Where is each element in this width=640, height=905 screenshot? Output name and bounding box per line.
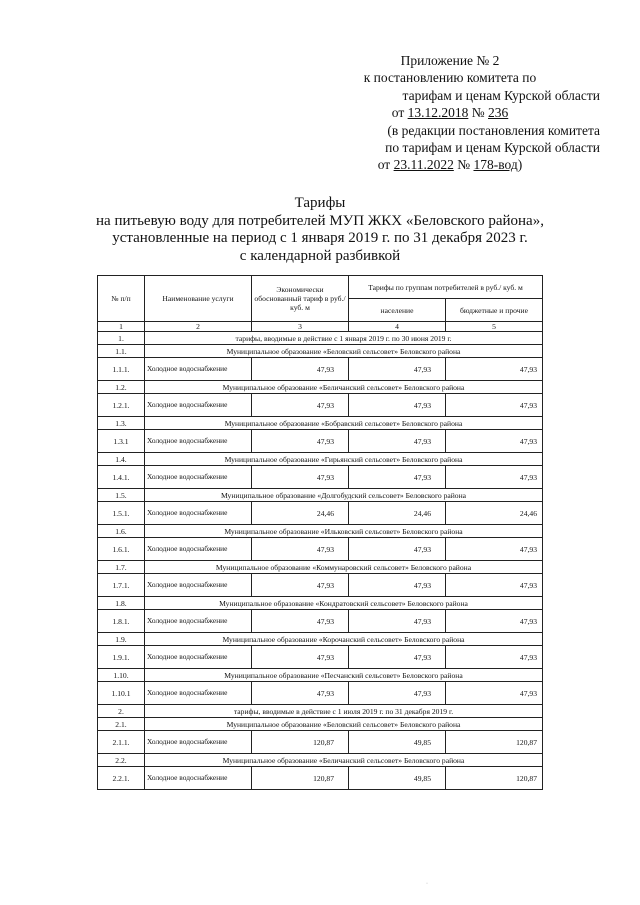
service-name: Холодное водоснабжение: [145, 394, 252, 417]
scan-speck: ·: [426, 881, 428, 887]
municipality-label: Муниципальное образование «Бобравский сельсовет» Беловского района: [145, 417, 543, 430]
tariff-table: [97, 275, 543, 790]
service-name: Холодное водоснабжение: [145, 538, 252, 561]
row-number: 1.6.: [98, 525, 145, 538]
appendix-date-line: от 13.12.2018 № 236: [391, 105, 509, 121]
column-number: 4: [349, 322, 446, 332]
budget-value: 24,46: [446, 502, 543, 525]
budget-value: 47,93: [446, 466, 543, 489]
tariff-value: 47,93: [252, 538, 349, 561]
header-groups: Тарифы по группам потребителей в руб./ куб. м: [349, 276, 543, 299]
table-row: [98, 430, 543, 453]
budget-value: 47,93: [446, 610, 543, 633]
row-number: 1.5.: [98, 489, 145, 502]
municipality-row: [98, 718, 543, 731]
table-row: [98, 767, 543, 790]
municipality-row: [98, 381, 543, 394]
row-number: 1.9.: [98, 633, 145, 646]
appendix-number: 236: [488, 105, 509, 121]
title-line: Тарифы: [294, 195, 346, 211]
tariff-value: 120,87: [252, 767, 349, 790]
row-number: 1.9.1.: [98, 646, 145, 669]
table-row: [98, 610, 543, 633]
municipality-row: [98, 597, 543, 610]
row-number: 2.1.: [98, 718, 145, 731]
population-value: 47,93: [349, 430, 446, 453]
tariff-value: 47,93: [252, 574, 349, 597]
column-number-row: [98, 322, 543, 332]
tariff-value: 47,93: [252, 466, 349, 489]
population-value: 47,93: [349, 394, 446, 417]
municipality-label: Муниципальное образование «Беличанский сельсовет» Беловского района: [145, 381, 543, 394]
budget-value: 120,87: [446, 731, 543, 754]
population-value: 47,93: [349, 610, 446, 633]
table-row: [98, 358, 543, 381]
tariff-value: 47,93: [252, 430, 349, 453]
population-value: 49,85: [349, 767, 446, 790]
appendix-amend-date: 23.11.2022: [393, 157, 454, 173]
budget-value: 47,93: [446, 646, 543, 669]
period-label: тарифы, вводимые в действие с 1 января 2019 г. по 30 июня 2019 г.: [145, 332, 543, 345]
population-value: 47,93: [349, 358, 446, 381]
budget-value: 47,93: [446, 430, 543, 453]
table-row: [98, 682, 543, 705]
title-line: установленные на период с 1 января 2019 г. по 31 декабря 2023 г.: [112, 230, 528, 246]
row-number: 1.5.1.: [98, 502, 145, 525]
row-number: 1.7.: [98, 561, 145, 574]
row-number: 1.4.: [98, 453, 145, 466]
row-number: 2.: [98, 705, 145, 718]
table-row: [98, 646, 543, 669]
service-name: Холодное водоснабжение: [145, 358, 252, 381]
appendix-title: Приложение № 2: [400, 53, 500, 68]
municipality-row: [98, 489, 543, 502]
column-number: 1: [98, 322, 145, 332]
municipality-label: Муниципальное образование «Коммунаровский сельсовет» Беловского района: [145, 561, 543, 574]
row-number: 2.1.1.: [98, 731, 145, 754]
municipality-label: Муниципальное образование «Долгобудский сельсовет» Беловского района: [145, 489, 543, 502]
period-label: тарифы, вводимые в действие с 1 июля 2019 г. по 31 декабря 2019 г.: [145, 705, 543, 718]
population-value: 47,93: [349, 574, 446, 597]
appendix-date: 13.12.2018: [407, 105, 469, 121]
municipality-row: [98, 633, 543, 646]
table-row: [98, 502, 543, 525]
service-name: Холодное водоснабжение: [145, 574, 252, 597]
header-tariff: Экономически обоснованный тариф в руб./ куб. м: [252, 276, 349, 322]
municipality-row: [98, 453, 543, 466]
population-value: 47,93: [349, 466, 446, 489]
municipality-label: Муниципальное образование «Ильковский сельсовет» Беловского района: [145, 525, 543, 538]
municipality-label: Муниципальное образование «Гирьянский сельсовет» Беловского района: [145, 453, 543, 466]
tariff-value: 47,93: [252, 358, 349, 381]
header-num: № п/п: [98, 276, 145, 322]
row-number: 1.8.1.: [98, 610, 145, 633]
title-line: с календарной разбивкой: [239, 247, 401, 264]
budget-value: 120,87: [446, 767, 543, 790]
municipality-label: Муниципальное образование «Беловский сельсовет» Беловского района: [145, 345, 543, 358]
municipality-label: Муниципальное образование «Песчанский сельсовет» Беловского района: [145, 669, 543, 682]
tariff-value: 47,93: [252, 682, 349, 705]
row-number: 2.2.: [98, 754, 145, 767]
tariff-value: 120,87: [252, 731, 349, 754]
row-number: 1.4.1.: [98, 466, 145, 489]
budget-value: 47,93: [446, 394, 543, 417]
appendix-block: [300, 52, 600, 174]
row-number: 1.1.: [98, 345, 145, 358]
tariff-value: 24,46: [252, 502, 349, 525]
appendix-amend-number: 178-вод: [473, 157, 518, 173]
row-number: 1.8.: [98, 597, 145, 610]
header-service: Наименование услуги: [145, 276, 252, 322]
column-number: 3: [252, 322, 349, 332]
row-number: 1.7.1.: [98, 574, 145, 597]
population-value: 47,93: [349, 646, 446, 669]
population-value: 47,93: [349, 682, 446, 705]
row-number: 2.2.1.: [98, 767, 145, 790]
row-number: 1.10.: [98, 669, 145, 682]
column-number: 5: [446, 322, 543, 332]
appendix-line: (в редакции постановления комитета: [387, 122, 600, 138]
budget-value: 47,93: [446, 682, 543, 705]
municipality-row: [98, 669, 543, 682]
table-row: [98, 574, 543, 597]
service-name: Холодное водоснабжение: [145, 466, 252, 489]
municipality-label: Муниципальное образование «Корочанский сельсовет» Беловского района: [145, 633, 543, 646]
row-number: 1.10.1: [98, 682, 145, 705]
municipality-label: Муниципальное образование «Беличанский сельсовет» Беловского района: [145, 754, 543, 767]
row-number: 1.2.: [98, 381, 145, 394]
table-row: [98, 731, 543, 754]
municipality-row: [98, 754, 543, 767]
budget-value: 47,93: [446, 538, 543, 561]
title-line: на питьевую воду для потребителей МУП ЖКХ «Беловского района»,: [96, 212, 544, 229]
header-population: население: [349, 299, 446, 322]
table-row: [98, 538, 543, 561]
municipality-label: Муниципальное образование «Беловский сельсовет» Беловского района: [145, 718, 543, 731]
appendix-line: тарифам и ценам Курской области: [402, 87, 600, 103]
population-value: 24,46: [349, 502, 446, 525]
municipality-row: [98, 561, 543, 574]
table-body: [98, 332, 543, 790]
row-number: 1.3.: [98, 417, 145, 430]
service-name: Холодное водоснабжение: [145, 646, 252, 669]
service-name: Холодное водоснабжение: [145, 682, 252, 705]
tariff-value: 47,93: [252, 610, 349, 633]
budget-value: 47,93: [446, 358, 543, 381]
tariff-value: 47,93: [252, 646, 349, 669]
appendix-line: по тарифам и ценам Курской области: [385, 140, 600, 156]
municipality-row: [98, 345, 543, 358]
appendix-amend-line: от 23.11.2022 № 178-вод): [377, 157, 523, 173]
population-value: 47,93: [349, 538, 446, 561]
row-number: 1.2.1.: [98, 394, 145, 417]
municipality-label: Муниципальное образование «Кондратовский сельсовет» Беловского района: [145, 597, 543, 610]
service-name: Холодное водоснабжение: [145, 767, 252, 790]
municipality-row: [98, 525, 543, 538]
population-value: 49,85: [349, 731, 446, 754]
service-name: Холодное водоснабжение: [145, 502, 252, 525]
header-budget: бюджетные и прочие: [446, 299, 543, 322]
tariff-value: 47,93: [252, 394, 349, 417]
table-row: [98, 394, 543, 417]
column-number: 2: [145, 322, 252, 332]
budget-value: 47,93: [446, 574, 543, 597]
document-title: [80, 195, 560, 265]
service-name: Холодное водоснабжение: [145, 731, 252, 754]
municipality-row: [98, 417, 543, 430]
service-name: Холодное водоснабжение: [145, 430, 252, 453]
header-row: [98, 276, 543, 299]
appendix-line: к постановлению комитета по: [363, 70, 537, 86]
table-row: [98, 466, 543, 489]
service-name: Холодное водоснабжение: [145, 610, 252, 633]
row-number: 1.3.1: [98, 430, 145, 453]
row-number: 1.6.1.: [98, 538, 145, 561]
row-number: 1.: [98, 332, 145, 345]
row-number: 1.1.1.: [98, 358, 145, 381]
period-row: [98, 332, 543, 345]
period-row: [98, 705, 543, 718]
